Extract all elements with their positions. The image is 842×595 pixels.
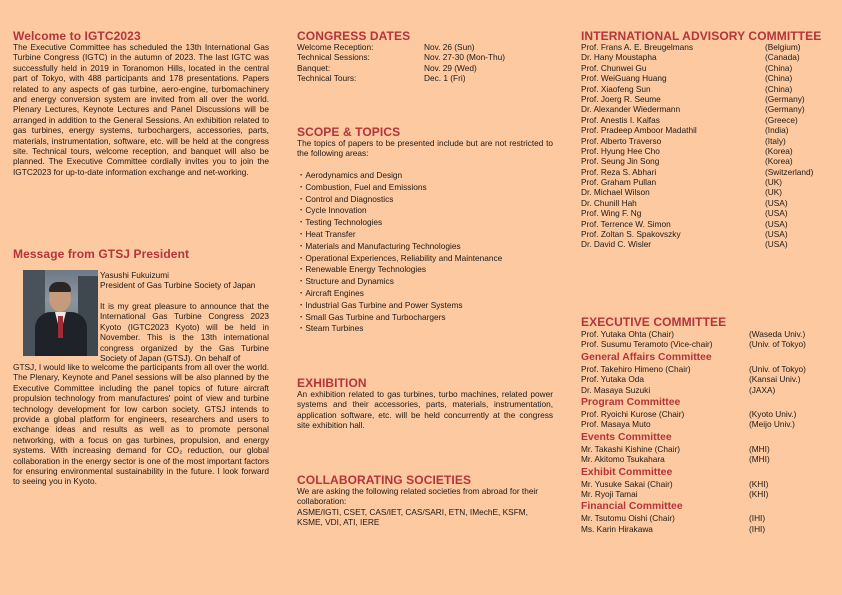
- topic-item: ・Steam Turbines: [297, 323, 364, 334]
- member-affiliation: (Meijo Univ.): [749, 419, 795, 430]
- member-name: Prof. Terrence W. Simon: [581, 218, 671, 229]
- member-country: (Korea): [765, 145, 793, 156]
- advisory-member-row: [581, 115, 829, 125]
- member-country: (Belgium): [765, 42, 801, 52]
- executive-member-row: [581, 339, 829, 349]
- member-name: Prof. Hyung Hee Cho: [581, 145, 660, 156]
- member-affiliation: (KHI): [749, 488, 769, 499]
- scope-intro: The topics of papers to be presented include but are not restricted to the following areas:: [297, 138, 553, 159]
- subcommittee-member-row: [581, 385, 829, 395]
- topic-item: ・Cycle Innovation: [297, 205, 367, 216]
- member-country: (Canada): [765, 52, 800, 63]
- member-country: (UK): [765, 187, 783, 198]
- president-role: President of Gas Turbine Society of Japan: [100, 280, 256, 290]
- advisory-member-row: [581, 125, 829, 135]
- topic-item: ・Industrial Gas Turbine and Power Systems: [297, 299, 463, 310]
- welcome-text: The Executive Committee has scheduled the 13th International Gas Turbine Congress (IGTC) in the autumn of 2023. The last IGTC was successfully held in 2019 in Toranomon Hills, located in the central part of Tokyo, with 488 participants and 178 presentations. Papers related to any aspects of gas turbine, aero-engine, turbomachinery and energy conversion system are invited from all over the world. Plenary Lectures, Keynote Lectures and Panel Discussions will be arranged in addition to the General Sessions. An exhibition related to gas turbines, energy systems, turbochargers, accessories, parts, materials, instrumentation, software, etc. will be held at the congress site. Technical tours, welcome reception, and banquet will also be planned. The Executive Committee cordially invites you to join the IGTC2023 for up-to-date information exchange and net-working.: [13, 42, 269, 177]
- advisory-member-row: [581, 42, 829, 52]
- advisory-member-row: [581, 229, 829, 239]
- president-photo: [23, 270, 98, 356]
- member-country: (USA): [765, 229, 788, 240]
- executive-committee-heading: EXECUTIVE COMMITTEE: [581, 315, 727, 329]
- date-value: Nov. 29 (Wed): [424, 62, 477, 73]
- subcommittee-heading: General Affairs Committee: [581, 351, 712, 363]
- member-affiliation: (Waseda Univ.): [749, 329, 806, 339]
- collaborating-societies-text: We are asking the following related societies from abroad for their collaboration:: [297, 486, 539, 507]
- member-name: Prof. Reza S. Abhari: [581, 166, 657, 177]
- advisory-member-row: [581, 156, 829, 166]
- date-value: Nov. 26 (Sun): [424, 42, 475, 52]
- member-name: Mr. Takashi Kishine (Chair): [581, 443, 680, 454]
- member-affiliation: (IHI): [749, 513, 766, 524]
- member-name: Prof. Chunwei Gu: [581, 62, 647, 73]
- president-message-heading: Message from GTSJ President: [13, 247, 190, 261]
- member-name: Dr. Chunill Hah: [581, 197, 637, 208]
- member-name: Prof. Ryoichi Kurose (Chair): [581, 408, 685, 419]
- member-name: Mr. Yusuke Sakai (Chair): [581, 478, 673, 489]
- member-name: Prof. Yutaka Ohta (Chair): [581, 329, 674, 339]
- advisory-member-row: [581, 94, 829, 104]
- president-message-text-top: It is my great pleasure to announce that the International Gas Turbine Congress 2023 Kyoto (IGTC2023 Kyoto) will be held in November. This is the 13th international congress organized by the Gas Turbine Society of Japan (GTSJ). On behalf of: [100, 301, 269, 364]
- member-affiliation: (MHI): [749, 454, 770, 465]
- advisory-member-row: [581, 187, 829, 197]
- topic-item: ・Materials and Manufacturing Technologies: [297, 240, 461, 251]
- topic-item: ・Control and Diagnostics: [297, 193, 394, 204]
- advisory-member-row: [581, 219, 829, 229]
- subcommittee-heading: Program Committee: [581, 396, 681, 408]
- date-value: Dec. 1 (Fri): [424, 73, 466, 84]
- column-right: [581, 0, 829, 595]
- topic-item: ・Operational Experiences, Reliability and Maintenance: [297, 252, 503, 263]
- member-name: Mr. Tsutomu Oishi (Chair): [581, 513, 675, 524]
- member-affiliation: (Kansai Univ.): [749, 374, 801, 385]
- date-value: Nov. 27-30 (Mon-Thu): [424, 52, 505, 63]
- member-affiliation: (KHI): [749, 478, 769, 489]
- exhibition-text: An exhibition related to gas turbines, turbo machines, related power systems and their accessories, parts, materials, instrumentation, application software, etc. will be held concurrently at the congress site exhibition hall.: [297, 389, 553, 431]
- member-name: Prof. Xiaofeng Sun: [581, 83, 651, 94]
- advisory-member-row: [581, 63, 829, 73]
- date-label: Welcome Reception:: [297, 42, 374, 52]
- topic-item: ・Heat Transfer: [297, 228, 356, 239]
- advisory-committee-heading: INTERNATIONAL ADVISORY COMMITTEE: [581, 29, 822, 43]
- subcommittee-member-row: [581, 419, 829, 429]
- collaborating-societies-list: ASME/IGTI, CSET, CAS/IET, CAS/SARI, ETN, IMechE, KSFM, KSME, VDI, ATI, IERE: [297, 507, 528, 528]
- member-name: Prof. Graham Pullan: [581, 177, 657, 188]
- congress-dates-heading: CONGRESS DATES: [297, 29, 411, 43]
- member-name: Prof. Seung Jin Song: [581, 156, 660, 167]
- member-name: Prof. Joerg R. Seume: [581, 93, 661, 104]
- welcome-heading: Welcome to IGTC2023: [13, 29, 141, 43]
- date-label: Technical Sessions:: [297, 52, 370, 63]
- member-affiliation: (Kyoto Univ.): [749, 408, 797, 419]
- president-name: Yasushi Fukuizumi: [100, 270, 170, 280]
- topic-item: ・Renewable Energy Technologies: [297, 264, 427, 275]
- topic-item: ・Testing Technologies: [297, 217, 383, 228]
- advisory-member-row: [581, 198, 829, 208]
- member-country: (Greece): [765, 114, 798, 125]
- member-country: (USA): [765, 239, 788, 250]
- member-country: (Germany): [765, 93, 805, 104]
- advisory-member-row: [581, 52, 829, 62]
- member-country: (USA): [765, 197, 788, 208]
- member-name: Prof. Masaya Muto: [581, 419, 651, 430]
- topic-item: ・Small Gas Turbine and Turbochargers: [297, 311, 446, 322]
- member-name: Mr. Ryoji Tamai: [581, 488, 638, 499]
- subcommittee-member-row: [581, 364, 829, 374]
- topic-item: ・Combustion, Fuel and Emissions: [297, 181, 427, 192]
- subcommittee-member-row: [581, 374, 829, 384]
- member-name: Prof. Zoltan S. Spakovszky: [581, 229, 681, 240]
- subcommittees: [581, 352, 829, 534]
- scope-heading: SCOPE & TOPICS: [297, 125, 401, 139]
- advisory-member-row: [581, 239, 829, 249]
- executive-committee: [581, 315, 829, 534]
- subcommittee-member-row: [581, 524, 829, 534]
- subcommittee-member-row: [581, 489, 829, 499]
- member-country: (Switzerland): [765, 166, 814, 177]
- subcommittee-member-row: [581, 444, 829, 454]
- advisory-member-row: [581, 167, 829, 177]
- member-country: (China): [765, 73, 793, 84]
- topic-item: ・Structure and Dynamics: [297, 276, 394, 287]
- member-name: Prof. Yutaka Oda: [581, 374, 645, 385]
- advisory-member-row: [581, 84, 829, 94]
- advisory-member-row: [581, 104, 829, 114]
- member-name: Dr. Alexander Wiedermann: [581, 104, 681, 115]
- topic-item: ・Aerodynamics and Design: [297, 170, 403, 180]
- subcommittee-member-row: [581, 454, 829, 464]
- column-middle: [297, 0, 553, 595]
- member-name: Dr. David C. Wisler: [581, 239, 652, 250]
- member-name: Prof. WeiGuang Huang: [581, 73, 667, 84]
- member-name: Prof. Pradeep Amboor Madathil: [581, 125, 697, 136]
- member-country: (UK): [765, 177, 783, 188]
- member-name: Dr. Hany Moustapha: [581, 52, 657, 63]
- exhibition-heading: EXHIBITION: [297, 376, 367, 390]
- subcommittee-member-row: [581, 409, 829, 419]
- member-name: Prof. Wing F. Ng: [581, 208, 642, 219]
- member-affiliation: (Univ. of Tokyo): [749, 339, 806, 350]
- member-name: Mr. Akitomo Tsukahara: [581, 454, 665, 465]
- executive-members: [581, 329, 829, 350]
- executive-member-row: [581, 329, 829, 339]
- subcommittee-member-row: [581, 513, 829, 523]
- topic-item: ・Aircraft Engines: [297, 287, 364, 298]
- member-country: (Italy): [765, 135, 786, 146]
- member-country: (China): [765, 83, 793, 94]
- date-label: Technical Tours:: [297, 73, 357, 84]
- member-country: (Korea): [765, 156, 793, 167]
- member-name: Prof. Susumu Teramoto (Vice-chair): [581, 339, 713, 350]
- member-name: Prof. Alberto Traverso: [581, 135, 662, 146]
- member-country: (Germany): [765, 104, 805, 115]
- subcommittee-heading: Financial Committee: [581, 501, 683, 513]
- advisory-member-row: [581, 136, 829, 146]
- member-country: (USA): [765, 218, 788, 229]
- member-name: Ms. Karin Hirakawa: [581, 523, 653, 534]
- collaborating-societies-heading: COLLABORATING SOCIETIES: [297, 473, 472, 487]
- member-name: Prof. Frans A. E. Breugelmans: [581, 42, 694, 52]
- member-affiliation: (JAXA): [749, 384, 776, 395]
- member-name: Dr. Michael Wilson: [581, 187, 650, 198]
- member-affiliation: (Univ. of Tokyo): [749, 363, 806, 374]
- member-affiliation: (IHI): [749, 523, 766, 534]
- column-left: [13, 0, 269, 595]
- member-country: (India): [765, 125, 789, 136]
- member-country: (China): [765, 62, 793, 73]
- member-name: Prof. Takehiro Himeno (Chair): [581, 363, 691, 374]
- subcommittee-heading: Events Committee: [581, 431, 672, 443]
- member-country: (USA): [765, 208, 788, 219]
- advisory-member-row: [581, 208, 829, 218]
- member-name: Prof. Anestis I. Kalfas: [581, 114, 660, 125]
- advisory-member-row: [581, 146, 829, 156]
- advisory-member-row: [581, 73, 829, 83]
- subcommittee-member-row: [581, 479, 829, 489]
- advisory-member-row: [581, 177, 829, 187]
- subcommittee-heading: Exhibit Committee: [581, 466, 673, 478]
- topics-list: [297, 170, 502, 335]
- date-label: Banquet:: [297, 62, 331, 73]
- advisory-committee-list: [581, 42, 829, 250]
- president-message-text: GTSJ, I would like to welcome the participants from all over the world. The Plenary, Keynote and Panel sessions will be also planned by the Executive Committee including the panel topics of future aircraft propulsion technology from manufactures' point of view and turbine technology development for low carbon society. GTSJ intends to provide a global platform for engineers, researchers and users to exchange ideas and results as well as to promote personal networking, with a focus on gas turbines, propulsion, and energy systems. With increasing demand for CO₂ reduction, our global collaboration in the energy sector is one of the most important factors for ensuring environmental sustainability in the future. I look forward to seeing you in Kyoto.: [13, 362, 269, 487]
- member-name: Dr. Masaya Suzuki: [581, 384, 651, 395]
- member-affiliation: (MHI): [749, 443, 770, 454]
